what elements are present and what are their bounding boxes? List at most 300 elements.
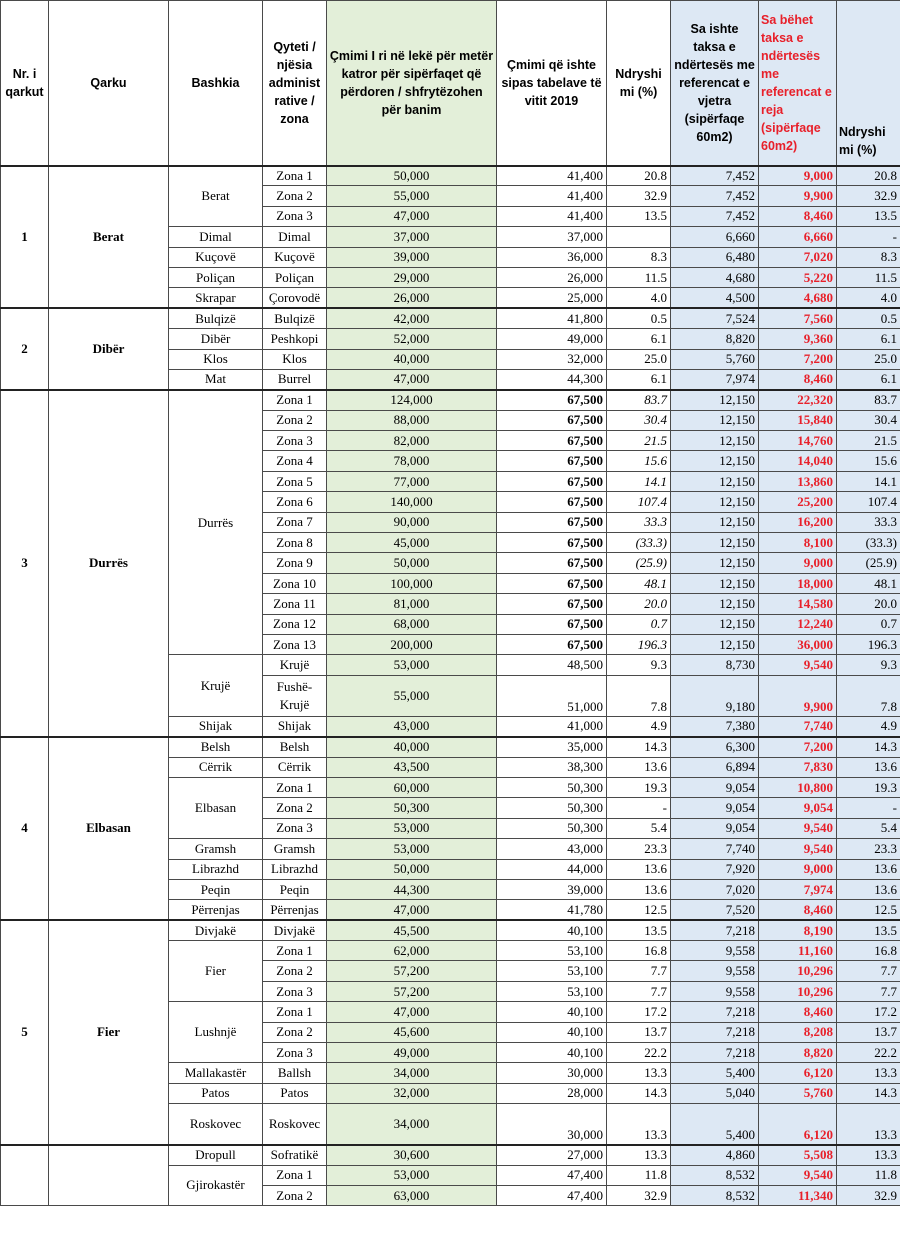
cell-taksa-vjeter: 4,500 xyxy=(671,288,759,308)
cell-bashkia: Krujë xyxy=(169,655,263,716)
cell-zona: Dimal xyxy=(263,227,327,247)
table-row xyxy=(1,920,900,940)
cell-taksa-vjeter: 12,150 xyxy=(671,451,759,471)
cell-taksa-re: 9,000 xyxy=(759,859,837,879)
cell-ndryshimi-1 xyxy=(607,227,671,247)
cell-ndryshimi-1: 20.0 xyxy=(607,594,671,614)
cell-bashkia: Dibër xyxy=(169,329,263,349)
cell-cmimi-ri: 124,000 xyxy=(327,390,497,410)
cell-zona: Zona 4 xyxy=(263,451,327,471)
cell-ndryshimi-1: 9.3 xyxy=(607,655,671,675)
cell-taksa-re: 22,320 xyxy=(759,390,837,410)
cell-taksa-re: 9,540 xyxy=(759,839,837,859)
cell-cmimi-ri: 53,000 xyxy=(327,655,497,675)
cell-bashkia: Gramsh xyxy=(169,839,263,859)
cell-ndryshimi-2: 16.8 xyxy=(837,941,900,961)
header-taksa-re: Sa bëhet taksa e ndërtesës me referencat e reja (sipërfaqe 60m2) xyxy=(759,1,837,166)
cell-cmimi-ri: 81,000 xyxy=(327,594,497,614)
cell-cmimi-ri: 100,000 xyxy=(327,573,497,593)
cell-bashkia: Dimal xyxy=(169,227,263,247)
cell-cmimi-2019: 67,500 xyxy=(497,512,607,532)
cell-ndryshimi-2: 7.7 xyxy=(837,961,900,981)
cell-cmimi-ri: 77,000 xyxy=(327,471,497,491)
cell-ndryshimi-2: - xyxy=(837,798,900,818)
cell-taksa-vjeter: 6,480 xyxy=(671,247,759,267)
cell-taksa-re: 7,200 xyxy=(759,349,837,369)
cell-ndryshimi-1: 5.4 xyxy=(607,818,671,838)
cell-nr: 2 xyxy=(1,308,49,390)
cell-zona: Zona 9 xyxy=(263,553,327,573)
cell-ndryshimi-2: 13.3 xyxy=(837,1145,900,1165)
cell-taksa-re: 10,296 xyxy=(759,961,837,981)
cell-bashkia: Peqin xyxy=(169,879,263,899)
cell-ndryshimi-2: 0.7 xyxy=(837,614,900,634)
cell-ndryshimi-2: 4.9 xyxy=(837,716,900,736)
cell-zona: Sofratikë xyxy=(263,1145,327,1165)
cell-taksa-vjeter: 12,150 xyxy=(671,594,759,614)
header-cmimi-2019: Çmimi që ishte sipas tabelave të vitit 2019 xyxy=(497,1,607,166)
cell-bashkia: Lushnjë xyxy=(169,1002,263,1063)
cell-ndryshimi-1: 7.7 xyxy=(607,981,671,1001)
cell-bashkia: Patos xyxy=(169,1083,263,1103)
cell-bashkia: Belsh xyxy=(169,737,263,757)
cell-ndryshimi-1: 14.1 xyxy=(607,471,671,491)
cell-ndryshimi-1: 13.3 xyxy=(607,1104,671,1145)
cell-cmimi-2019: 47,400 xyxy=(497,1165,607,1185)
cell-taksa-vjeter: 12,150 xyxy=(671,634,759,654)
cell-taksa-vjeter: 12,150 xyxy=(671,471,759,491)
cell-ndryshimi-2: 13.6 xyxy=(837,757,900,777)
cell-cmimi-ri: 62,000 xyxy=(327,941,497,961)
cell-taksa-re: 36,000 xyxy=(759,634,837,654)
cell-zona: Zona 1 xyxy=(263,1165,327,1185)
cell-cmimi-2019: 50,300 xyxy=(497,777,607,797)
cell-ndryshimi-1: 21.5 xyxy=(607,431,671,451)
table-row xyxy=(1,737,900,757)
cell-zona: Peshkopi xyxy=(263,329,327,349)
cell-nr: 3 xyxy=(1,390,49,737)
cell-zona: Fushë-Krujë xyxy=(263,675,327,716)
cell-cmimi-ri: 50,000 xyxy=(327,166,497,186)
cell-taksa-vjeter: 6,300 xyxy=(671,737,759,757)
cell-ndryshimi-2: 107.4 xyxy=(837,492,900,512)
cell-cmimi-ri: 82,000 xyxy=(327,431,497,451)
cell-ndryshimi-2: 48.1 xyxy=(837,573,900,593)
cell-taksa-re: 8,100 xyxy=(759,533,837,553)
cell-taksa-re: 5,220 xyxy=(759,267,837,287)
cell-cmimi-2019: 50,300 xyxy=(497,818,607,838)
cell-ndryshimi-2: (25.9) xyxy=(837,553,900,573)
cell-zona: Zona 2 xyxy=(263,1022,327,1042)
cell-ndryshimi-1: 48.1 xyxy=(607,573,671,593)
cell-cmimi-2019: 67,500 xyxy=(497,431,607,451)
cell-bashkia: Roskovec xyxy=(169,1104,263,1145)
cell-cmimi-2019: 25,000 xyxy=(497,288,607,308)
cell-taksa-vjeter: 12,150 xyxy=(671,512,759,532)
cell-cmimi-ri: 60,000 xyxy=(327,777,497,797)
cell-ndryshimi-2: 11.8 xyxy=(837,1165,900,1185)
header-cmimi-ri: Çmimi I ri në lekë për metër katror për sipërfaqet që përdoren / shfrytëzohen për banim xyxy=(327,1,497,166)
cell-ndryshimi-1: 15.6 xyxy=(607,451,671,471)
cell-taksa-vjeter: 9,054 xyxy=(671,798,759,818)
cell-cmimi-2019: 53,100 xyxy=(497,981,607,1001)
cell-nr: 4 xyxy=(1,737,49,921)
cell-ndryshimi-2: 6.1 xyxy=(837,369,900,389)
cell-taksa-re: 8,208 xyxy=(759,1022,837,1042)
cell-zona: Ballsh xyxy=(263,1063,327,1083)
cell-cmimi-2019: 41,400 xyxy=(497,186,607,206)
cell-ndryshimi-1: 14.3 xyxy=(607,1083,671,1103)
cell-cmimi-2019: 41,400 xyxy=(497,166,607,186)
cell-ndryshimi-2: (33.3) xyxy=(837,533,900,553)
cell-cmimi-ri: 37,000 xyxy=(327,227,497,247)
cell-taksa-re: 8,820 xyxy=(759,1043,837,1063)
cell-ndryshimi-2: 13.6 xyxy=(837,879,900,899)
cell-nr xyxy=(1,1145,49,1206)
cell-taksa-vjeter: 7,452 xyxy=(671,186,759,206)
cell-zona: Roskovec xyxy=(263,1104,327,1145)
cell-ndryshimi-1: 12.5 xyxy=(607,900,671,920)
cell-ndryshimi-1: 13.6 xyxy=(607,879,671,899)
cell-cmimi-ri: 43,500 xyxy=(327,757,497,777)
cell-cmimi-2019: 67,500 xyxy=(497,451,607,471)
cell-qarku: Berat xyxy=(49,166,169,309)
cell-zona: Klos xyxy=(263,349,327,369)
cell-cmimi-ri: 42,000 xyxy=(327,308,497,328)
cell-ndryshimi-1: 83.7 xyxy=(607,390,671,410)
table-body xyxy=(1,166,900,1206)
cell-ndryshimi-1: 11.8 xyxy=(607,1165,671,1185)
cell-taksa-re: 7,830 xyxy=(759,757,837,777)
cell-zona: Krujë xyxy=(263,655,327,675)
cell-cmimi-2019: 38,300 xyxy=(497,757,607,777)
header-row xyxy=(1,1,900,166)
cell-ndryshimi-2: 17.2 xyxy=(837,1002,900,1022)
cell-zona: Zona 10 xyxy=(263,573,327,593)
cell-cmimi-2019: 67,500 xyxy=(497,471,607,491)
cell-cmimi-2019: 48,500 xyxy=(497,655,607,675)
cell-ndryshimi-1: 13.7 xyxy=(607,1022,671,1042)
cell-taksa-vjeter: 7,218 xyxy=(671,1002,759,1022)
cell-taksa-re: 8,190 xyxy=(759,920,837,940)
cell-taksa-re: 10,800 xyxy=(759,777,837,797)
cell-taksa-re: 8,460 xyxy=(759,369,837,389)
cell-cmimi-ri: 200,000 xyxy=(327,634,497,654)
cell-taksa-vjeter: 7,020 xyxy=(671,879,759,899)
cell-ndryshimi-2: 20.0 xyxy=(837,594,900,614)
cell-bashkia: Mallakastër xyxy=(169,1063,263,1083)
cell-cmimi-ri: 34,000 xyxy=(327,1063,497,1083)
cell-ndryshimi-1: 16.8 xyxy=(607,941,671,961)
cell-ndryshimi-1: 32.9 xyxy=(607,1185,671,1205)
cell-ndryshimi-1: 4.0 xyxy=(607,288,671,308)
cell-cmimi-ri: 47,000 xyxy=(327,1002,497,1022)
cell-taksa-vjeter: 7,524 xyxy=(671,308,759,328)
cell-taksa-vjeter: 7,218 xyxy=(671,1022,759,1042)
cell-ndryshimi-2: 11.5 xyxy=(837,267,900,287)
header-bashkia: Bashkia xyxy=(169,1,263,166)
cell-ndryshimi-1: 6.1 xyxy=(607,329,671,349)
cell-cmimi-2019: 67,500 xyxy=(497,634,607,654)
cell-ndryshimi-2: 13.6 xyxy=(837,859,900,879)
cell-ndryshimi-1: 13.3 xyxy=(607,1063,671,1083)
cell-bashkia: Shijak xyxy=(169,716,263,736)
cell-cmimi-ri: 45,000 xyxy=(327,533,497,553)
cell-cmimi-2019: 30,000 xyxy=(497,1104,607,1145)
cell-taksa-re: 11,340 xyxy=(759,1185,837,1205)
cell-zona: Bulqizë xyxy=(263,308,327,328)
cell-cmimi-2019: 26,000 xyxy=(497,267,607,287)
cell-taksa-re: 16,200 xyxy=(759,512,837,532)
cell-zona: Zona 2 xyxy=(263,410,327,430)
cell-ndryshimi-1: 13.6 xyxy=(607,757,671,777)
cell-taksa-vjeter: 12,150 xyxy=(671,492,759,512)
cell-taksa-vjeter: 9,558 xyxy=(671,981,759,1001)
cell-cmimi-2019: 30,000 xyxy=(497,1063,607,1083)
cell-zona: Zona 13 xyxy=(263,634,327,654)
cell-cmimi-ri: 47,000 xyxy=(327,369,497,389)
cell-bashkia: Skrapar xyxy=(169,288,263,308)
cell-taksa-re: 12,240 xyxy=(759,614,837,634)
cell-cmimi-2019: 32,000 xyxy=(497,349,607,369)
cell-ndryshimi-2: 5.4 xyxy=(837,818,900,838)
header-ndryshimi-1: Ndryshi mi (%) xyxy=(607,1,671,166)
cell-ndryshimi-2: 13.3 xyxy=(837,1063,900,1083)
cell-zona: Peqin xyxy=(263,879,327,899)
cell-ndryshimi-1: 107.4 xyxy=(607,492,671,512)
cell-cmimi-2019: 41,400 xyxy=(497,206,607,226)
cell-ndryshimi-1: 14.3 xyxy=(607,737,671,757)
cell-cmimi-ri: 53,000 xyxy=(327,818,497,838)
cell-ndryshimi-1: 7.7 xyxy=(607,961,671,981)
cell-zona: Zona 2 xyxy=(263,1185,327,1205)
cell-cmimi-ri: 53,000 xyxy=(327,1165,497,1185)
cell-ndryshimi-1: 13.5 xyxy=(607,920,671,940)
cell-ndryshimi-1: 0.7 xyxy=(607,614,671,634)
cell-taksa-vjeter: 12,150 xyxy=(671,410,759,430)
cell-ndryshimi-2: 23.3 xyxy=(837,839,900,859)
cell-ndryshimi-1: 22.2 xyxy=(607,1043,671,1063)
header-nr: Nr. i qarkut xyxy=(1,1,49,166)
cell-taksa-vjeter: 9,558 xyxy=(671,941,759,961)
cell-ndryshimi-2: 83.7 xyxy=(837,390,900,410)
cell-ndryshimi-2: 15.6 xyxy=(837,451,900,471)
cell-bashkia: Berat xyxy=(169,166,263,227)
cell-cmimi-ri: 55,000 xyxy=(327,675,497,716)
cell-ndryshimi-1: 6.1 xyxy=(607,369,671,389)
cell-taksa-vjeter: 7,740 xyxy=(671,839,759,859)
cell-ndryshimi-2: 8.3 xyxy=(837,247,900,267)
cell-taksa-re: 8,460 xyxy=(759,206,837,226)
cell-taksa-vjeter: 7,974 xyxy=(671,369,759,389)
cell-ndryshimi-2: 22.2 xyxy=(837,1043,900,1063)
cell-taksa-vjeter: 7,218 xyxy=(671,1043,759,1063)
cell-taksa-re: 7,020 xyxy=(759,247,837,267)
cell-cmimi-2019: 47,400 xyxy=(497,1185,607,1205)
cell-zona: Zona 3 xyxy=(263,981,327,1001)
cell-taksa-vjeter: 5,400 xyxy=(671,1063,759,1083)
cell-nr: 1 xyxy=(1,166,49,309)
cell-cmimi-2019: 44,000 xyxy=(497,859,607,879)
cell-ndryshimi-1: 4.9 xyxy=(607,716,671,736)
cell-ndryshimi-1: 23.3 xyxy=(607,839,671,859)
cell-taksa-re: 9,900 xyxy=(759,186,837,206)
cell-cmimi-ri: 45,600 xyxy=(327,1022,497,1042)
cell-cmimi-2019: 67,500 xyxy=(497,533,607,553)
cell-cmimi-2019: 44,300 xyxy=(497,369,607,389)
cell-taksa-vjeter: 12,150 xyxy=(671,533,759,553)
cell-cmimi-ri: 63,000 xyxy=(327,1185,497,1205)
cell-taksa-re: 9,054 xyxy=(759,798,837,818)
cell-taksa-vjeter: 8,730 xyxy=(671,655,759,675)
cell-ndryshimi-2: 33.3 xyxy=(837,512,900,532)
cell-ndryshimi-2: 30.4 xyxy=(837,410,900,430)
cell-zona: Zona 5 xyxy=(263,471,327,491)
cell-cmimi-2019: 51,000 xyxy=(497,675,607,716)
cell-bashkia: Përrenjas xyxy=(169,900,263,920)
cell-taksa-re: 9,000 xyxy=(759,166,837,186)
cell-cmimi-ri: 39,000 xyxy=(327,247,497,267)
cell-zona: Zona 3 xyxy=(263,431,327,451)
cell-zona: Zona 3 xyxy=(263,818,327,838)
cell-taksa-vjeter: 6,894 xyxy=(671,757,759,777)
cell-cmimi-2019: 50,300 xyxy=(497,798,607,818)
cell-cmimi-ri: 30,600 xyxy=(327,1145,497,1165)
cell-cmimi-ri: 57,200 xyxy=(327,961,497,981)
cell-bashkia: Kuçovë xyxy=(169,247,263,267)
cell-cmimi-ri: 49,000 xyxy=(327,1043,497,1063)
cell-ndryshimi-1: 19.3 xyxy=(607,777,671,797)
cell-zona: Zona 3 xyxy=(263,1043,327,1063)
cell-ndryshimi-2: 13.3 xyxy=(837,1104,900,1145)
cell-cmimi-2019: 40,100 xyxy=(497,1022,607,1042)
cell-taksa-vjeter: 7,452 xyxy=(671,206,759,226)
cell-ndryshimi-2: 12.5 xyxy=(837,900,900,920)
header-ndryshimi-2: Ndryshi mi (%) xyxy=(837,1,900,166)
cell-ndryshimi-1: 8.3 xyxy=(607,247,671,267)
cell-taksa-re: 14,760 xyxy=(759,431,837,451)
cell-taksa-re: 6,120 xyxy=(759,1063,837,1083)
cell-cmimi-ri: 140,000 xyxy=(327,492,497,512)
cell-zona: Gramsh xyxy=(263,839,327,859)
cell-cmimi-2019: 67,500 xyxy=(497,594,607,614)
cell-ndryshimi-1: 13.6 xyxy=(607,859,671,879)
cell-cmimi-ri: 40,000 xyxy=(327,349,497,369)
cell-zona: Përrenjas xyxy=(263,900,327,920)
cell-qarku: Durrës xyxy=(49,390,169,737)
cell-taksa-vjeter: 6,660 xyxy=(671,227,759,247)
cell-cmimi-2019: 39,000 xyxy=(497,879,607,899)
cell-zona: Zona 1 xyxy=(263,166,327,186)
cell-zona: Zona 3 xyxy=(263,206,327,226)
cell-taksa-re: 15,840 xyxy=(759,410,837,430)
cell-taksa-vjeter: 12,150 xyxy=(671,614,759,634)
cell-ndryshimi-2: 7.7 xyxy=(837,981,900,1001)
cell-taksa-re: 7,740 xyxy=(759,716,837,736)
cell-taksa-re: 9,360 xyxy=(759,329,837,349)
cell-ndryshimi-1: 32.9 xyxy=(607,186,671,206)
cell-bashkia: Dropull xyxy=(169,1145,263,1165)
cell-cmimi-ri: 45,500 xyxy=(327,920,497,940)
cell-bashkia: Fier xyxy=(169,941,263,1002)
cell-taksa-vjeter: 9,558 xyxy=(671,961,759,981)
cell-cmimi-ri: 50,000 xyxy=(327,859,497,879)
cell-cmimi-2019: 53,100 xyxy=(497,961,607,981)
cell-taksa-vjeter: 7,218 xyxy=(671,920,759,940)
cell-ndryshimi-1: (25.9) xyxy=(607,553,671,573)
cell-cmimi-2019: 40,100 xyxy=(497,1043,607,1063)
cell-cmimi-ri: 29,000 xyxy=(327,267,497,287)
cell-ndryshimi-1: 0.5 xyxy=(607,308,671,328)
cell-cmimi-ri: 50,000 xyxy=(327,553,497,573)
cell-cmimi-2019: 49,000 xyxy=(497,329,607,349)
cell-qarku xyxy=(49,1145,169,1206)
cell-ndryshimi-1: 7.8 xyxy=(607,675,671,716)
cell-cmimi-ri: 40,000 xyxy=(327,737,497,757)
cell-cmimi-ri: 88,000 xyxy=(327,410,497,430)
cell-cmimi-2019: 37,000 xyxy=(497,227,607,247)
cell-cmimi-2019: 67,500 xyxy=(497,410,607,430)
cell-taksa-re: 7,974 xyxy=(759,879,837,899)
cell-zona: Zona 2 xyxy=(263,186,327,206)
cell-cmimi-ri: 43,000 xyxy=(327,716,497,736)
header-qyteti: Qyteti / njësia administ rative / zona xyxy=(263,1,327,166)
cell-taksa-vjeter: 12,150 xyxy=(671,553,759,573)
cell-zona: Zona 6 xyxy=(263,492,327,512)
table-row xyxy=(1,1145,900,1165)
cell-cmimi-2019: 28,000 xyxy=(497,1083,607,1103)
cell-zona: Zona 1 xyxy=(263,941,327,961)
cell-ndryshimi-2: 13.5 xyxy=(837,920,900,940)
cell-ndryshimi-2: 20.8 xyxy=(837,166,900,186)
cell-taksa-re: 9,540 xyxy=(759,818,837,838)
cell-cmimi-2019: 41,000 xyxy=(497,716,607,736)
cell-taksa-re: 7,560 xyxy=(759,308,837,328)
cell-cmimi-2019: 67,500 xyxy=(497,614,607,634)
cell-taksa-re: 9,540 xyxy=(759,1165,837,1185)
cell-taksa-vjeter: 9,054 xyxy=(671,818,759,838)
cell-taksa-vjeter: 7,380 xyxy=(671,716,759,736)
cell-zona: Zona 1 xyxy=(263,390,327,410)
cell-cmimi-ri: 55,000 xyxy=(327,186,497,206)
cell-zona: Librazhd xyxy=(263,859,327,879)
cell-cmimi-2019: 43,000 xyxy=(497,839,607,859)
cell-ndryshimi-2: 13.7 xyxy=(837,1022,900,1042)
cell-nr: 5 xyxy=(1,920,49,1145)
cell-zona: Zona 1 xyxy=(263,1002,327,1022)
cell-cmimi-2019: 36,000 xyxy=(497,247,607,267)
cell-taksa-vjeter: 7,920 xyxy=(671,859,759,879)
cell-ndryshimi-2: 25.0 xyxy=(837,349,900,369)
cell-taksa-re: 10,296 xyxy=(759,981,837,1001)
cell-taksa-vjeter: 12,150 xyxy=(671,390,759,410)
cell-ndryshimi-1: 30.4 xyxy=(607,410,671,430)
cell-taksa-re: 5,760 xyxy=(759,1083,837,1103)
cell-taksa-vjeter: 4,680 xyxy=(671,267,759,287)
cell-zona: Zona 11 xyxy=(263,594,327,614)
cell-zona: Zona 1 xyxy=(263,777,327,797)
cell-taksa-re: 9,540 xyxy=(759,655,837,675)
cell-cmimi-2019: 67,500 xyxy=(497,390,607,410)
cell-cmimi-ri: 53,000 xyxy=(327,839,497,859)
cell-bashkia: Klos xyxy=(169,349,263,369)
cell-ndryshimi-2: - xyxy=(837,227,900,247)
cell-taksa-vjeter: 12,150 xyxy=(671,431,759,451)
cell-taksa-re: 18,000 xyxy=(759,573,837,593)
cell-taksa-vjeter: 9,054 xyxy=(671,777,759,797)
cell-zona: Shijak xyxy=(263,716,327,736)
cell-zona: Patos xyxy=(263,1083,327,1103)
